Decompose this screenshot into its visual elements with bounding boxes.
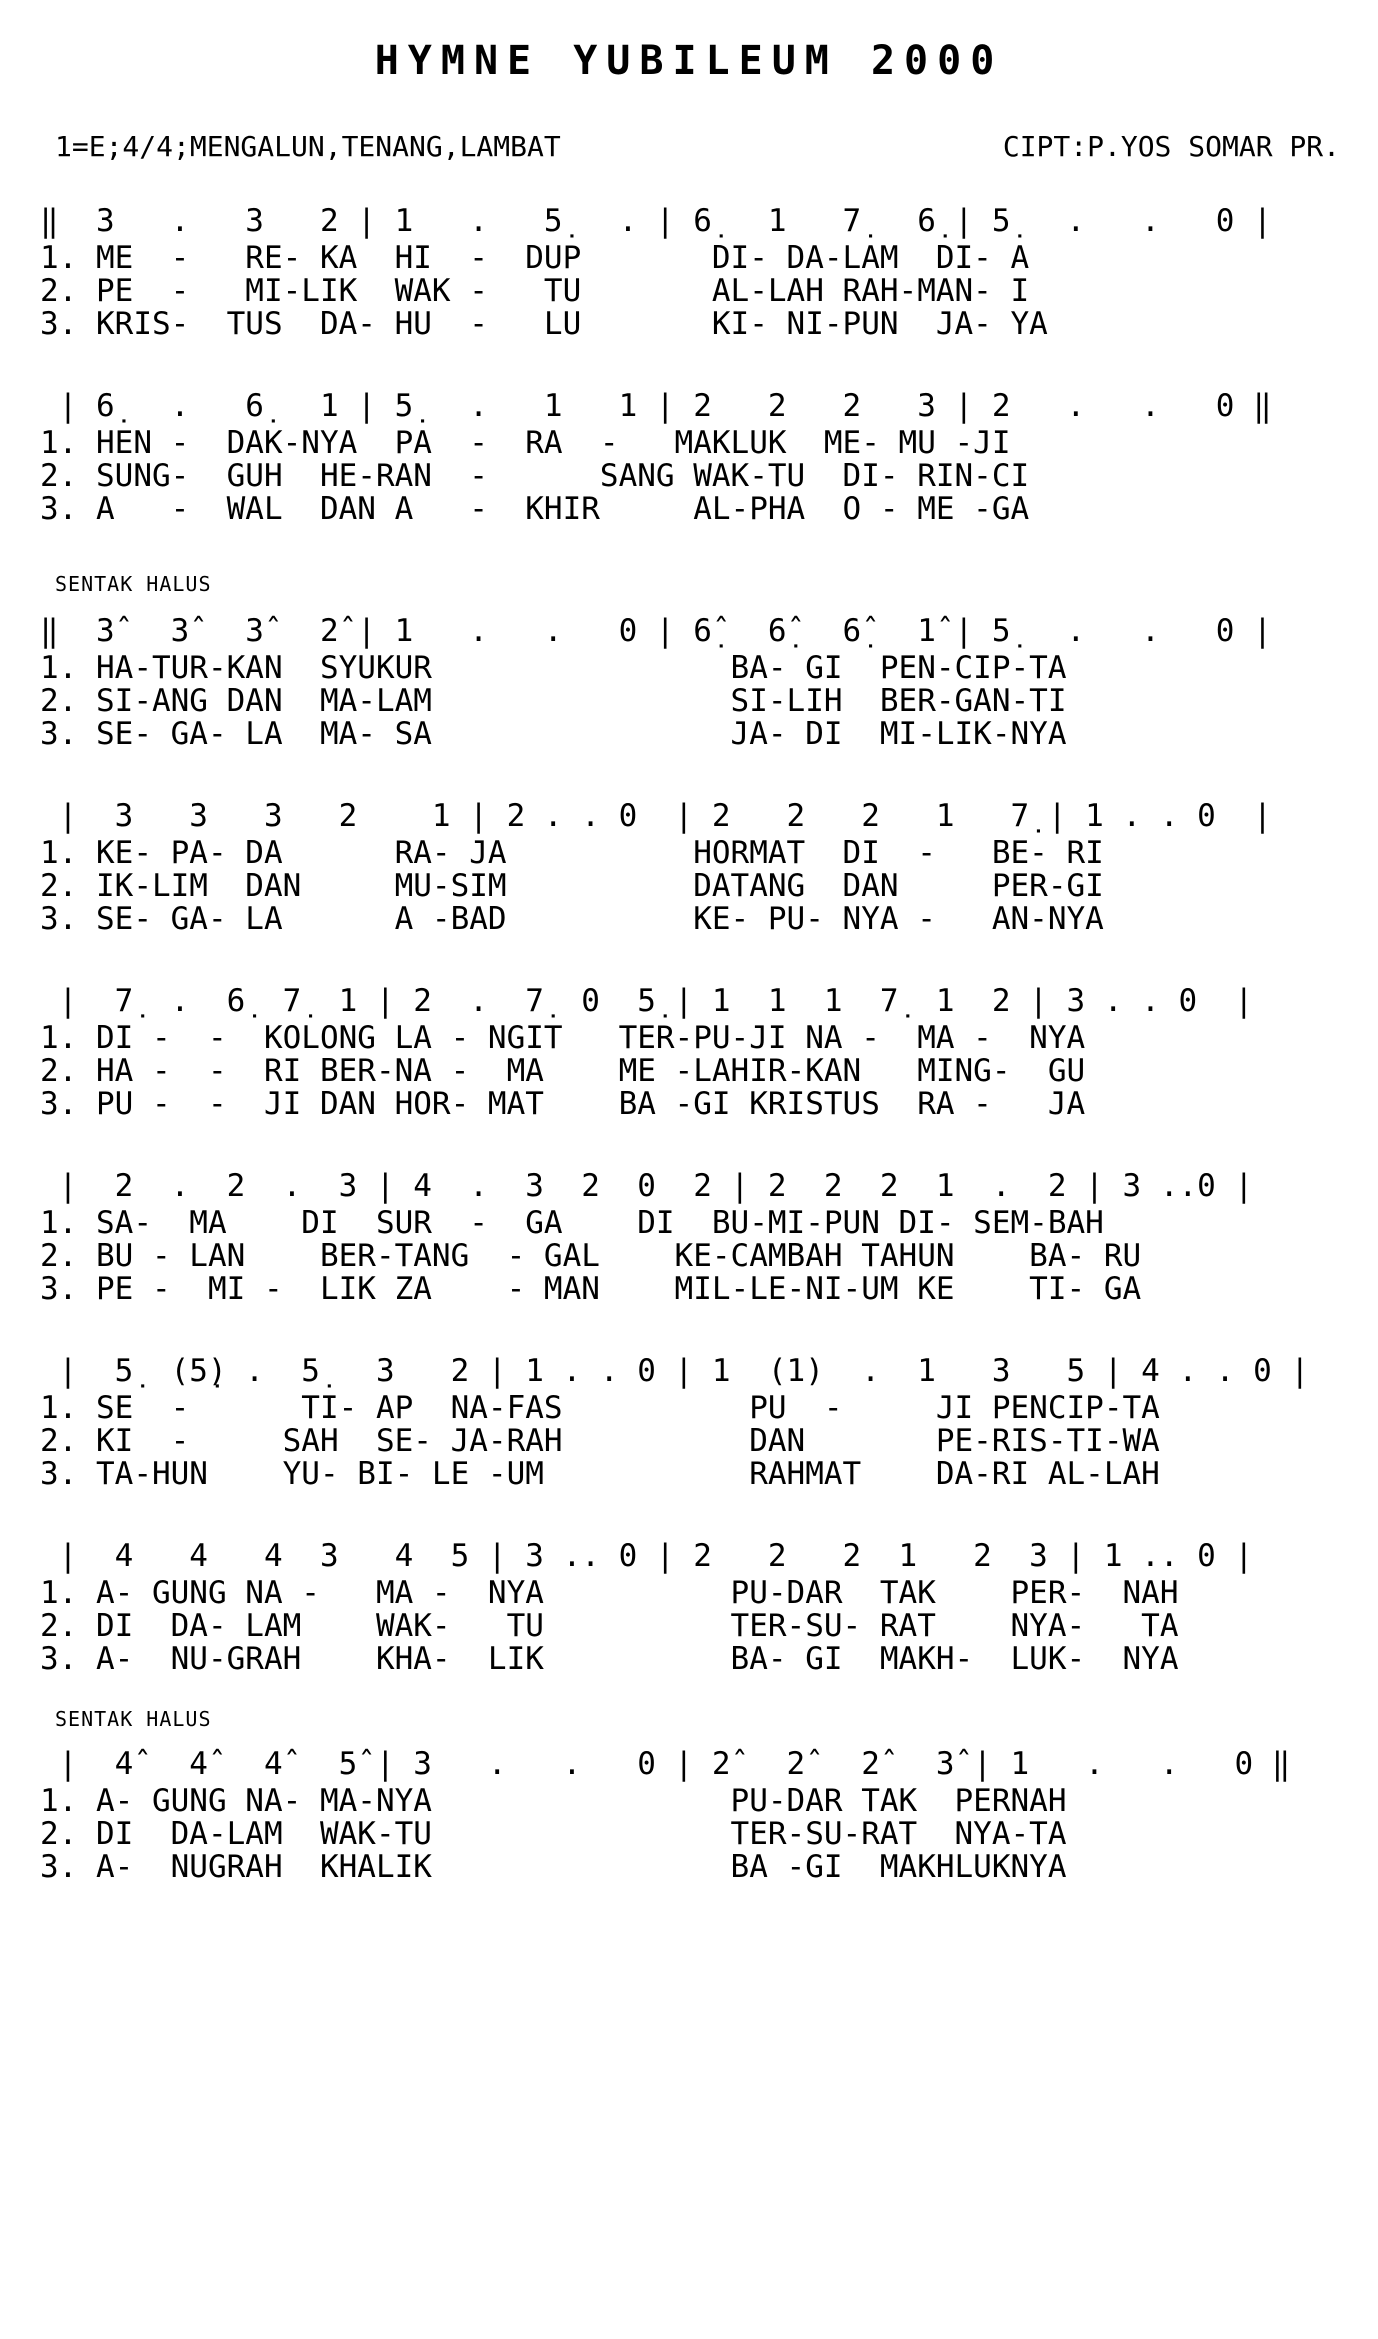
music-system-2 [40, 390, 1350, 526]
notation-line: | 2 . 2 . 3 | 4 . 3 2 0 2 | 2 2 2 1 . 2 | 3 ..0 | [40, 1168, 1254, 1204]
lyric-line-verse-3: 3. SE- GA- LA A -BAD KE- PU- NYA - AN-NYA [40, 901, 1104, 937]
song-title: HYMNE YUBILEUM 2000 [374, 38, 1004, 84]
notation-line: | 6̣ . 6̣ 1 | 5̣ . 1 1 | 2 2 2 3 | 2 . . 0 ‖ [40, 388, 1272, 424]
lyric-line-verse-1: 1. ME - RE- KA HI - DUP DI- DA-LAM DI- A [40, 240, 1030, 276]
music-system-4 [40, 800, 1350, 936]
lyrics-group [40, 652, 1350, 751]
music-system-5 [40, 985, 1350, 1121]
lyric-line-verse-1: 1. HA-TUR-KAN SYUKUR BA- GI PEN-CIP-TA [40, 650, 1067, 686]
dynamics-marking: SENTAK HALUS [55, 1707, 212, 1731]
lyric-line-verse-3: 3. A- NU-GRAH KHA- LIK BA- GI MAKH- LUK- NYA [40, 1641, 1179, 1677]
lyric-line-verse-3: 3. PU - - JI DAN HOR- MAT BA -GI KRISTUS RA - JA [40, 1086, 1086, 1122]
lyric-line-verse-3: 3. PE - MI - LIK ZA - MAN MIL-LE-NI-UM KE TI- GA [40, 1271, 1142, 1307]
lyrics-group [40, 1392, 1350, 1491]
notation-line: ‖ 3 . 3 2 | 1 . 5̣ . | 6̣ 1 7̣ 6̣ | 5̣ . . 0 | [40, 203, 1272, 239]
lyric-line-verse-2: 2. DI DA- LAM WAK- TU TER-SU- RAT NYA- TA [40, 1608, 1179, 1644]
lyrics-group [40, 1207, 1350, 1306]
notation-line: | 4̂ 4̂ 4̂ 5̂ | 3 . . 0 | 2̂ 2̂ 2̂ 3̂ | 1 . . 0 ‖ [40, 1746, 1291, 1782]
music-system-7 [40, 1355, 1350, 1491]
music-system-9 [40, 1748, 1350, 1884]
lyric-line-verse-1: 1. SE - TI- AP NA-FAS PU - JI PENCIP-TA [40, 1390, 1160, 1426]
lyrics-group [40, 1022, 1350, 1121]
lyrics-group [40, 242, 1350, 341]
lyrics-group [40, 1577, 1350, 1676]
lyric-line-verse-2: 2. BU - LAN BER-TANG - GAL KE-CAMBAH TAHUN BA- RU [40, 1238, 1142, 1274]
composer-credit: CIPT:P.YOS SOMAR PR. [1002, 130, 1340, 163]
lyric-line-verse-3: 3. A - WAL DAN A - KHIR AL-PHA O - ME -GA [40, 491, 1030, 527]
lyrics-group [40, 837, 1350, 936]
lyric-line-verse-3: 3. KRIS- TUS DA- HU - LU KI- NI-PUN JA- YA [40, 306, 1048, 342]
lyrics-group [40, 427, 1350, 526]
lyric-line-verse-3: 3. TA-HUN YU- BI- LE -UM RAHMAT DA-RI AL-LAH [40, 1456, 1160, 1492]
lyric-line-verse-3: 3. A- NUGRAH KHALIK BA -GI MAKHLUKNYA [40, 1849, 1067, 1885]
lyric-line-verse-2: 2. SUNG- GUH HE-RAN - SANG WAK-TU DI- RIN-CI [40, 458, 1030, 494]
lyric-line-verse-2: 2. HA - - RI BER-NA - MA ME -LAHIR-KAN MING- GU [40, 1053, 1086, 1089]
music-system-3 [40, 615, 1350, 751]
lyric-line-verse-1: 1. A- GUNG NA - MA - NYA PU-DAR TAK PER- NAH [40, 1575, 1179, 1611]
notation-line: | 5̣ (5̣) . 5̣ 3 2 | 1 . . 0 | 1 (1) . 1 3 5 | 4 . . 0 | [40, 1353, 1310, 1389]
lyric-line-verse-1: 1. A- GUNG NA- MA-NYA PU-DAR TAK PERNAH [40, 1783, 1067, 1819]
lyric-line-verse-1: 1. KE- PA- DA RA- JA HORMAT DI - BE- RI [40, 835, 1104, 871]
notation-line: | 7̣ . 6̣ 7̣ 1 | 2 . 7̣ 0 5̣ | 1 1 1 7̣ 1 2 | 3 . . 0 | [40, 983, 1254, 1019]
music-system-6 [40, 1170, 1350, 1306]
lyric-line-verse-2: 2. IK-LIM DAN MU-SIM DATANG DAN PER-GI [40, 868, 1104, 904]
key-tempo-info: 1=E;4/4;MENGALUN,TENANG,LAMBAT [55, 130, 561, 163]
notation-line: ‖ 3̂ 3̂ 3̂ 2̂ | 1 . . 0 | 6̣̂ 6̣̂ 6̣̂ 1̂ | 5̣ . . 0 | [40, 613, 1272, 649]
lyric-line-verse-2: 2. KI - SAH SE- JA-RAH DAN PE-RIS-TI-WA [40, 1423, 1160, 1459]
lyric-line-verse-3: 3. SE- GA- LA MA- SA JA- DI MI-LIK-NYA [40, 716, 1067, 752]
lyric-line-verse-2: 2. PE - MI-LIK WAK - TU AL-LAH RAH-MAN- I [40, 273, 1030, 309]
music-system-1 [40, 205, 1350, 341]
lyrics-group [40, 1785, 1350, 1884]
dynamics-marking: SENTAK HALUS [55, 572, 212, 596]
lyric-line-verse-1: 1. SA- MA DI SUR - GA DI BU-MI-PUN DI- SEM-BAH [40, 1205, 1104, 1241]
lyric-line-verse-2: 2. SI-ANG DAN MA-LAM SI-LIH BER-GAN-TI [40, 683, 1067, 719]
lyric-line-verse-2: 2. DI DA-LAM WAK-TU TER-SU-RAT NYA-TA [40, 1816, 1067, 1852]
notation-line: | 3 3 3 2 1 | 2 . . 0 | 2 2 2 1 7̣ | 1 . . 0 | [40, 798, 1272, 834]
lyric-line-verse-1: 1. DI - - KOLONG LA - NGIT TER-PU-JI NA - MA - NYA [40, 1020, 1086, 1056]
music-system-8 [40, 1540, 1350, 1676]
notation-line: | 4 4 4 3 4 5 | 3 .. 0 | 2 2 2 1 2 3 | 1 .. 0 | [40, 1538, 1254, 1574]
lyric-line-verse-1: 1. HEN - DAK-NYA PA - RA - MAKLUK ME- MU -JI [40, 425, 1011, 461]
